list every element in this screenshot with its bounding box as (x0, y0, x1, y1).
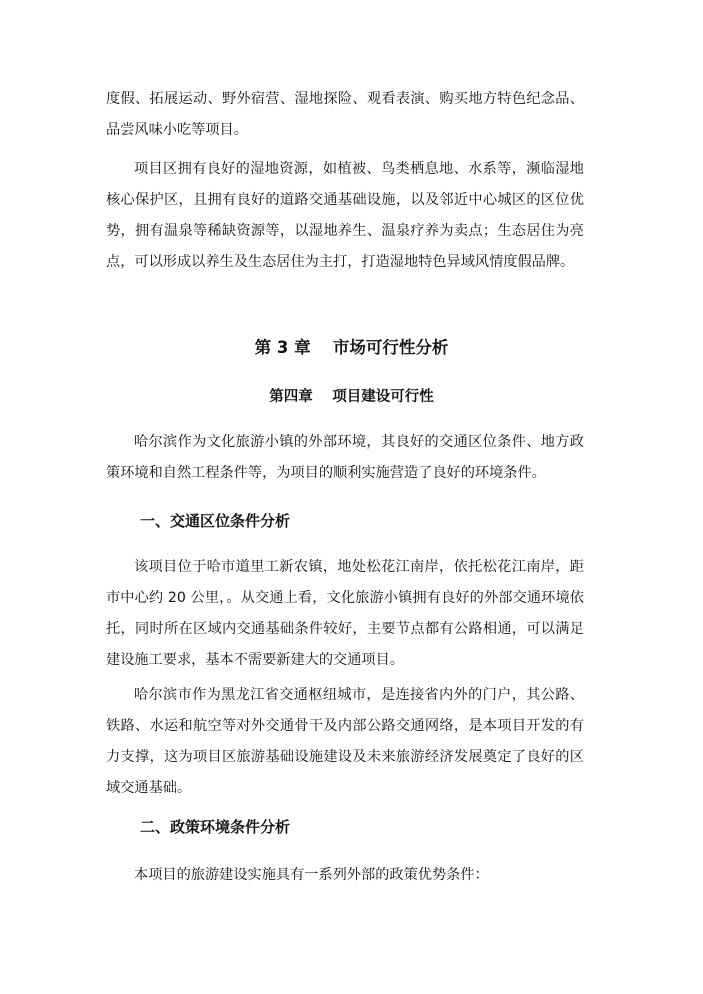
paragraph-transport-hub: 哈尔滨市作为黑龙江省交通枢纽城市，是连接省内外的门户，其公路、铁路、水运和航空等对外交通骨干及内部公路交通网络，是本项目开发的有力支撑，这为项目区旅游基础设施建设及未来旅游经济发展奠定了良好的区域交通基础。 (106, 687, 584, 796)
section-title-transport: 一、交通区位条件分析 (140, 512, 291, 530)
section-title-policy: 二、政策环境条件分析 (140, 818, 291, 836)
paragraph-continued: 度假、拓展运动、野外宿营、湿地探险、观看表演、购买地方特色纪念品、品尝风味小吃等项目。 (106, 91, 584, 138)
chapter-title-construction-feasibility: 第四章 项目建设可行性 (269, 389, 434, 405)
chapter-title-market-feasibility: 第 3 章 市场可行性分析 (254, 338, 449, 357)
paragraph-policy-advantages: 本项目的旅游建设实施具有一系列外部的政策优势条件： (134, 867, 489, 883)
paragraph-project-location: 该项目位于哈市道里工新农镇，地处松花江南岸，依托松花江南岸，距市中心约 20 公里，。从交通上看，文化旅游小镇拥有良好的外部交通环境依托，同时所在区域内交通基础条件较好，主要节点都有公路相通，可以满足建设施工要求，基本不需要新建大的交通项目。 (106, 559, 584, 668)
paragraph-external-environment: 哈尔滨作为文化旅游小镇的外部环境，其良好的交通区位条件、地方政策环境和自然工程条件等，为项目的顺利实施营造了良好的环境条件。 (106, 434, 584, 481)
paragraph-wetland-resources: 项目区拥有良好的湿地资源，如植被、鸟类栖息地、水系等，濒临湿地核心保护区，且拥有良好的道路交通基础设施，以及邻近中心城区的区位优势，拥有温泉等稀缺资源等，以湿地养生、温泉疗养为卖点；生态居住为亮点，可以形成以养生及生态居住为主打，打造湿地特色异域风情度假品牌。 (106, 161, 584, 270)
